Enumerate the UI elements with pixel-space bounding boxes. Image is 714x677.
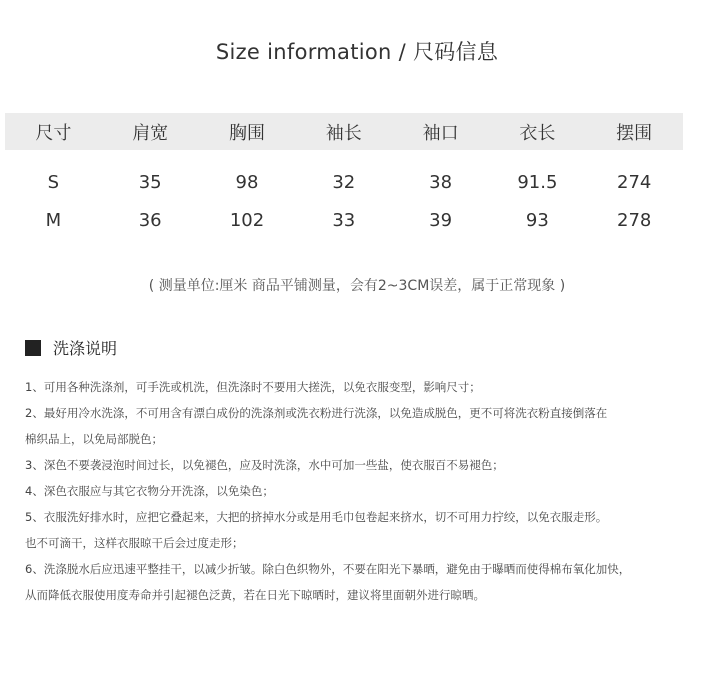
care-line: 从而降低衣服使用度寿命并引起褪色泛黄，若在日光下晾晒时，建议将里面朝外进行晾晒。 <box>25 588 485 602</box>
measurement-note: ( 测量单位:厘米 商品平铺测量，会有2~3CM误差，属于正常现象 ) <box>148 278 566 294</box>
header-length: 衣长 <box>519 122 556 144</box>
table-header-row <box>5 113 683 150</box>
care-heading <box>25 336 117 359</box>
care-line: 6、洗涤脱水后应迅速平整挂干，以减少折皱。除白色织物外，不要在阳光下暴晒，避免由于曝晒而使得棉布氧化加快， <box>25 562 631 576</box>
table-cell: 38 <box>429 171 453 193</box>
header-chest: 胸围 <box>228 122 265 144</box>
square-bullet-icon <box>25 340 41 356</box>
care-line: 1、可用各种洗涤剂，可手洗或机洗，但洗涤时不要用大搓洗，以免衣服变型，影响尺寸； <box>25 380 481 394</box>
size-table <box>5 113 683 239</box>
care-line: 棉织品上，以免局部脱色； <box>25 432 163 446</box>
header-shoulder: 肩宽 <box>132 122 169 144</box>
table-cell: 32 <box>332 171 356 193</box>
table-cell: M <box>45 209 62 231</box>
table-cell: 93 <box>525 209 549 231</box>
table-cell: 36 <box>138 209 162 231</box>
header-size: 尺寸 <box>35 122 72 144</box>
page-title: Size information / 尺码信息 <box>215 40 499 64</box>
care-line: 5、衣服洗好排水时，应把它叠起来，大把的挤掉水分或是用毛巾包卷起来挤水，切不可用力拧绞，以免衣服走形。 <box>25 510 608 524</box>
table-cell: 278 <box>617 209 652 231</box>
care-line: 3、深色不要袭浸泡时间过长，以免褪色，应及时洗涤，水中可加一些盐，使衣服百不易褪色； <box>25 458 504 472</box>
table-cell: 35 <box>138 171 162 193</box>
care-title: 洗涤说明 <box>53 339 118 358</box>
table-cell: 33 <box>332 209 356 231</box>
table-row <box>5 201 683 239</box>
table-cell: 91.5 <box>517 171 558 193</box>
care-line: 也不可滴干，这样衣服晾干后会过度走形； <box>25 536 244 550</box>
care-line: 4、深色衣服应与其它衣物分开洗涤，以免染色； <box>25 484 274 498</box>
table-cell: 98 <box>235 171 259 193</box>
table-cell: S <box>47 171 60 193</box>
care-instructions <box>25 374 705 608</box>
table-cell: 102 <box>229 209 265 231</box>
table-cell: 274 <box>617 171 652 193</box>
header-sleeve-length: 袖长 <box>325 122 362 144</box>
table-row <box>5 163 683 201</box>
header-cuff: 袖口 <box>422 122 459 144</box>
table-cell: 39 <box>429 209 453 231</box>
header-hem: 摆围 <box>616 122 653 144</box>
care-line: 2、最好用冷水洗涤，不可用含有漂白成份的洗涤剂或洗衣粉进行洗涤，以免造成脱色，更不可将洗衣粉直接倒落在 <box>25 406 608 420</box>
